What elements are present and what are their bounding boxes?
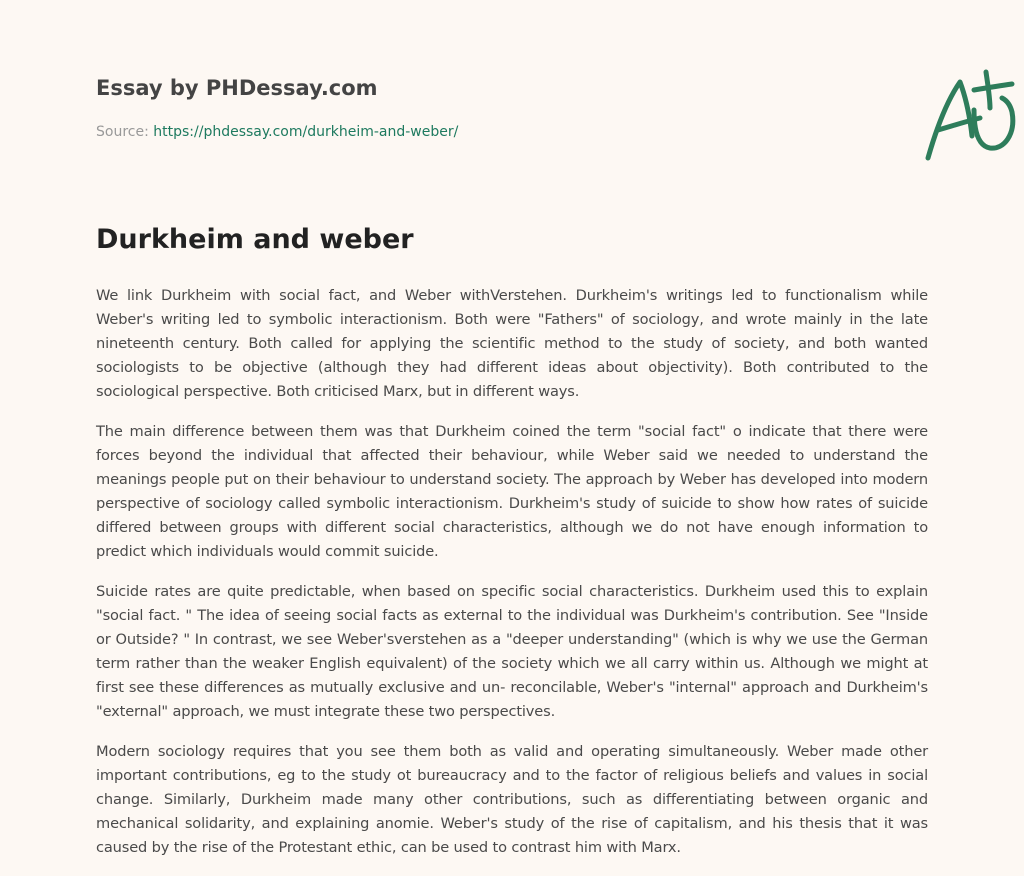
essay-paragraph: We link Durkheim with social fact, and Weber withVerstehen. Durkheim's writings led to functionalism while Weber's writing led to symbolic interactionism. Both were "Fathers" of sociology, and wrote mainly in the late nineteenth century. Both called for applying the scientific method to the study of society, and both wanted sociologists to be objective (although they had different ideas about objectivity). Both contributed to the sociological perspective. Both criticised Marx, but in different ways. [96, 287, 928, 400]
essay-body [96, 284, 928, 876]
source-label: Source: [96, 124, 149, 140]
essay-paragraph: The main difference between them was that Durkheim coined the term "social fact" o indicate that there were forces beyond the individual that affected their behaviour, while Weber said we needed to understand the meanings people put on their behaviour to understand society. The approach by Weber has developed into modern perspective of sociology called symbolic interactionism. Durkheim's study of suicide to show how rates of suicide differed between groups with different social characteristics, although we do not have enough information to predict which individuals would commit suicide. [96, 423, 928, 560]
a-plus-grade-icon [914, 68, 1024, 164]
brand-title: Essay by PHDessay.com [96, 76, 378, 100]
essay-title: Durkheim and weber [96, 224, 414, 255]
source-link[interactable]: https://phdessay.com/durkheim-and-weber/ [153, 124, 459, 140]
essay-paragraph: Modern sociology requires that you see them both as valid and operating simultaneously. Weber made other important contributions, eg to the study ot bureaucracy and to the factor of religious beliefs and values in social change. Similarly, Durkheim made many other contributions, such as differentiating between organic and mechanical solidarity, and explaining anomie. Weber's study of the rise of capitalism, and his thesis that it was caused by the rise of the Protestant ethic, can be used to contrast him with Marx. [96, 743, 928, 856]
essay-paragraph: Suicide rates are quite predictable, when based on specific social characteristics. Durkheim used this to explain "social fact. " The idea of seeing social facts as external to the individual was Durkheim's contribution. See "Inside or Outside? " In contrast, we see Weber'sverstehen as a "deeper understanding" (which is why we use the German term rather than the weaker English equivalent) of the society which we all carry within us. Although we might at first see these differences as mutually exclusive and un- reconcilable, Weber's "internal" approach and Durkheim's "external" approach, we must integrate these two perspectives. [96, 583, 928, 720]
source-line [96, 124, 458, 140]
